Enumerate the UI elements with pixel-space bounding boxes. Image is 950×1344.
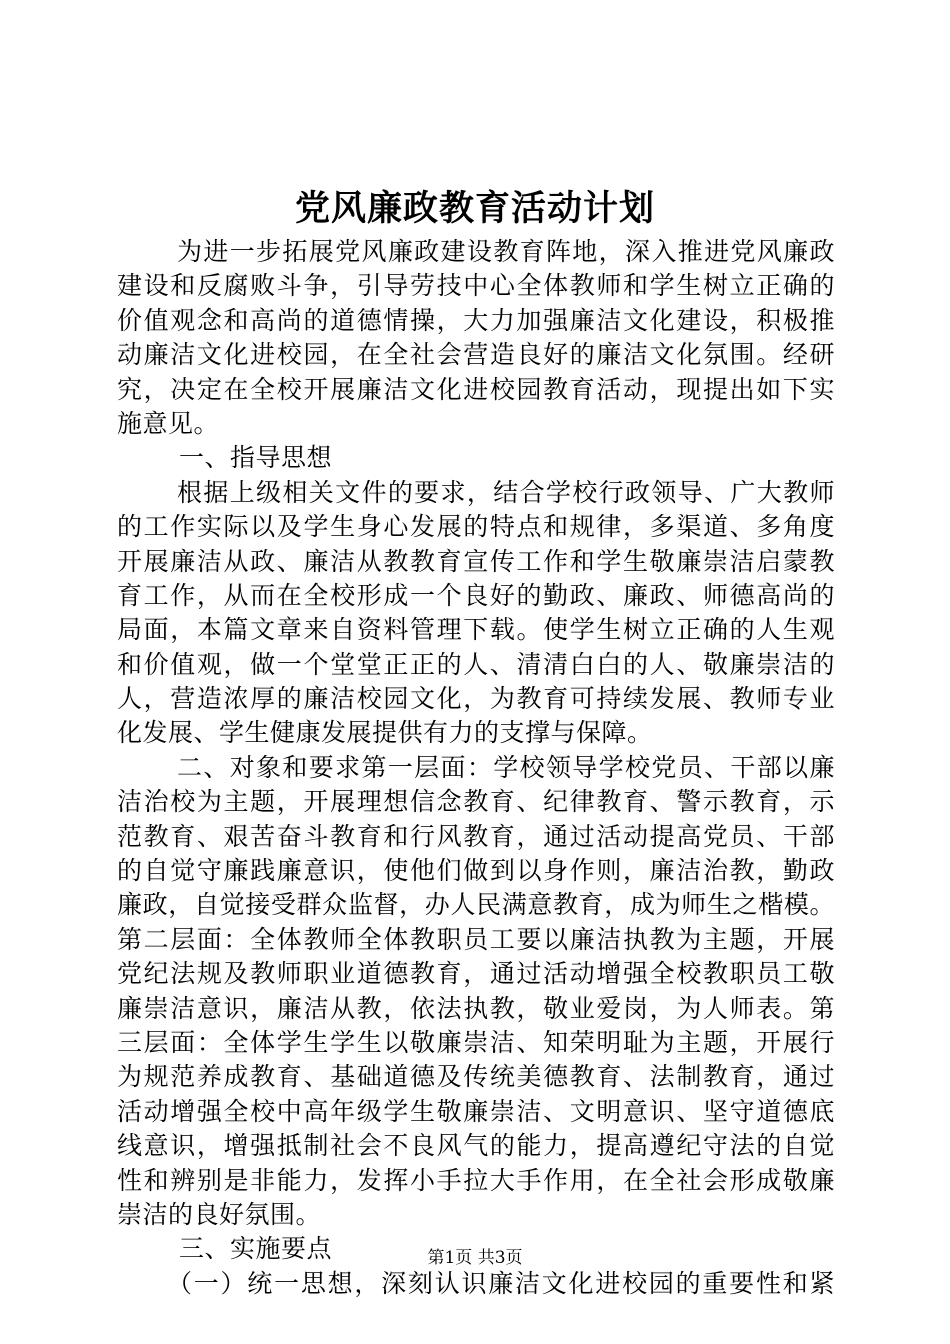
body-line: 究，决定在全校开展廉洁文化进校园教育活动，现提出如下实 <box>117 374 835 404</box>
body-line: 洁治校为主题，开展理想信念教育、纪律教育、警示教育，示 <box>117 787 835 817</box>
body-line: 为进一步拓展党风廉政建设教育阵地，深入推进党风廉政 <box>177 237 835 266</box>
body-line: 性和辨别是非能力，发挥小手拉大手作用，在全社会形成敬廉 <box>117 1165 835 1195</box>
document-title: 党风廉政教育活动计划 <box>294 188 655 229</box>
document-body <box>117 235 835 1301</box>
body-line: 线意识，增强抵制社会不良风气的能力，提高遵纪守法的自觉 <box>117 1131 835 1161</box>
body-line: 为规范养成教育、基础道德及传统美德教育、法制教育，通过 <box>117 1062 835 1092</box>
body-line: 开展廉洁从政、廉洁从教教育宣传工作和学生敬廉崇洁启蒙教 <box>117 546 835 576</box>
body-line: 价值观念和高尚的道德情操，大力加强廉洁文化建设，积极推 <box>117 305 835 335</box>
body-line: 施意见。 <box>117 408 220 438</box>
body-line: 化发展、学生健康发展提供有力的支撑与保障。 <box>117 718 653 748</box>
body-line: 廉政，自觉接受群众监督，办人民满意教育，成为师生之楷模。 <box>117 890 835 920</box>
section-heading: 三、实施要点 <box>179 1234 333 1264</box>
body-line: 人，营造浓厚的廉洁校园文化，为教育可持续发展、教师专业 <box>117 684 835 714</box>
body-line: 党纪法规及教师职业道德教育，通过活动增强全校教职员工敬 <box>117 959 835 989</box>
body-line: 的工作实际以及学生身心发展的特点和规律，多渠道、多角度 <box>117 512 835 542</box>
body-line: 第二层面：全体教师全体教职员工要以廉洁执教为主题，开展 <box>117 924 835 954</box>
body-line: 廉崇洁意识，廉洁从教，依法执教，敬业爱岗，为人师表。第 <box>117 993 835 1023</box>
body-line: 的自觉守廉践廉意识，使他们做到以身作则，廉洁治教，勤政 <box>117 856 835 886</box>
body-line: 活动增强全校中高年级学生敬廉崇洁、文明意识、坚守道德底 <box>117 1096 835 1126</box>
body-line: 和价值观，做一个堂堂正正的人、清清白白的人、敬廉崇洁的 <box>117 649 835 679</box>
body-line: 育工作，从而在全校形成一个良好的勤政、廉政、师德高尚的 <box>117 580 835 610</box>
body-line: 根据上级相关文件的要求，结合学校行政领导、广大教师 <box>177 477 835 507</box>
body-line: 范教育、艰苦奋斗教育和行风教育，通过活动提高党员、干部 <box>117 821 835 851</box>
body-line: 二、对象和要求第一层面：学校领导学校党员、干部以廉 <box>177 752 835 782</box>
page-footer: 第1页 共3页 <box>427 1248 523 1268</box>
body-line: 崇洁的良好氛围。 <box>117 1199 322 1229</box>
subsection-heading: （一）统一思想，深刻认识廉洁文化进校园的重要性和紧 <box>167 1268 835 1298</box>
section-heading: 一、指导思想 <box>179 443 333 473</box>
body-line: 建设和反腐败斗争，引导劳技中心全体教师和学生树立正确的 <box>117 271 835 301</box>
body-line: 动廉洁文化进校园，在全社会营造良好的廉洁文化氛围。经研 <box>117 340 835 370</box>
body-line: 三层面：全体学生学生以敬廉崇洁、知荣明耻为主题，开展行 <box>117 1027 835 1057</box>
body-line: 局面，本篇文章来自资料管理下载。使学生树立正确的人生观 <box>117 615 835 645</box>
